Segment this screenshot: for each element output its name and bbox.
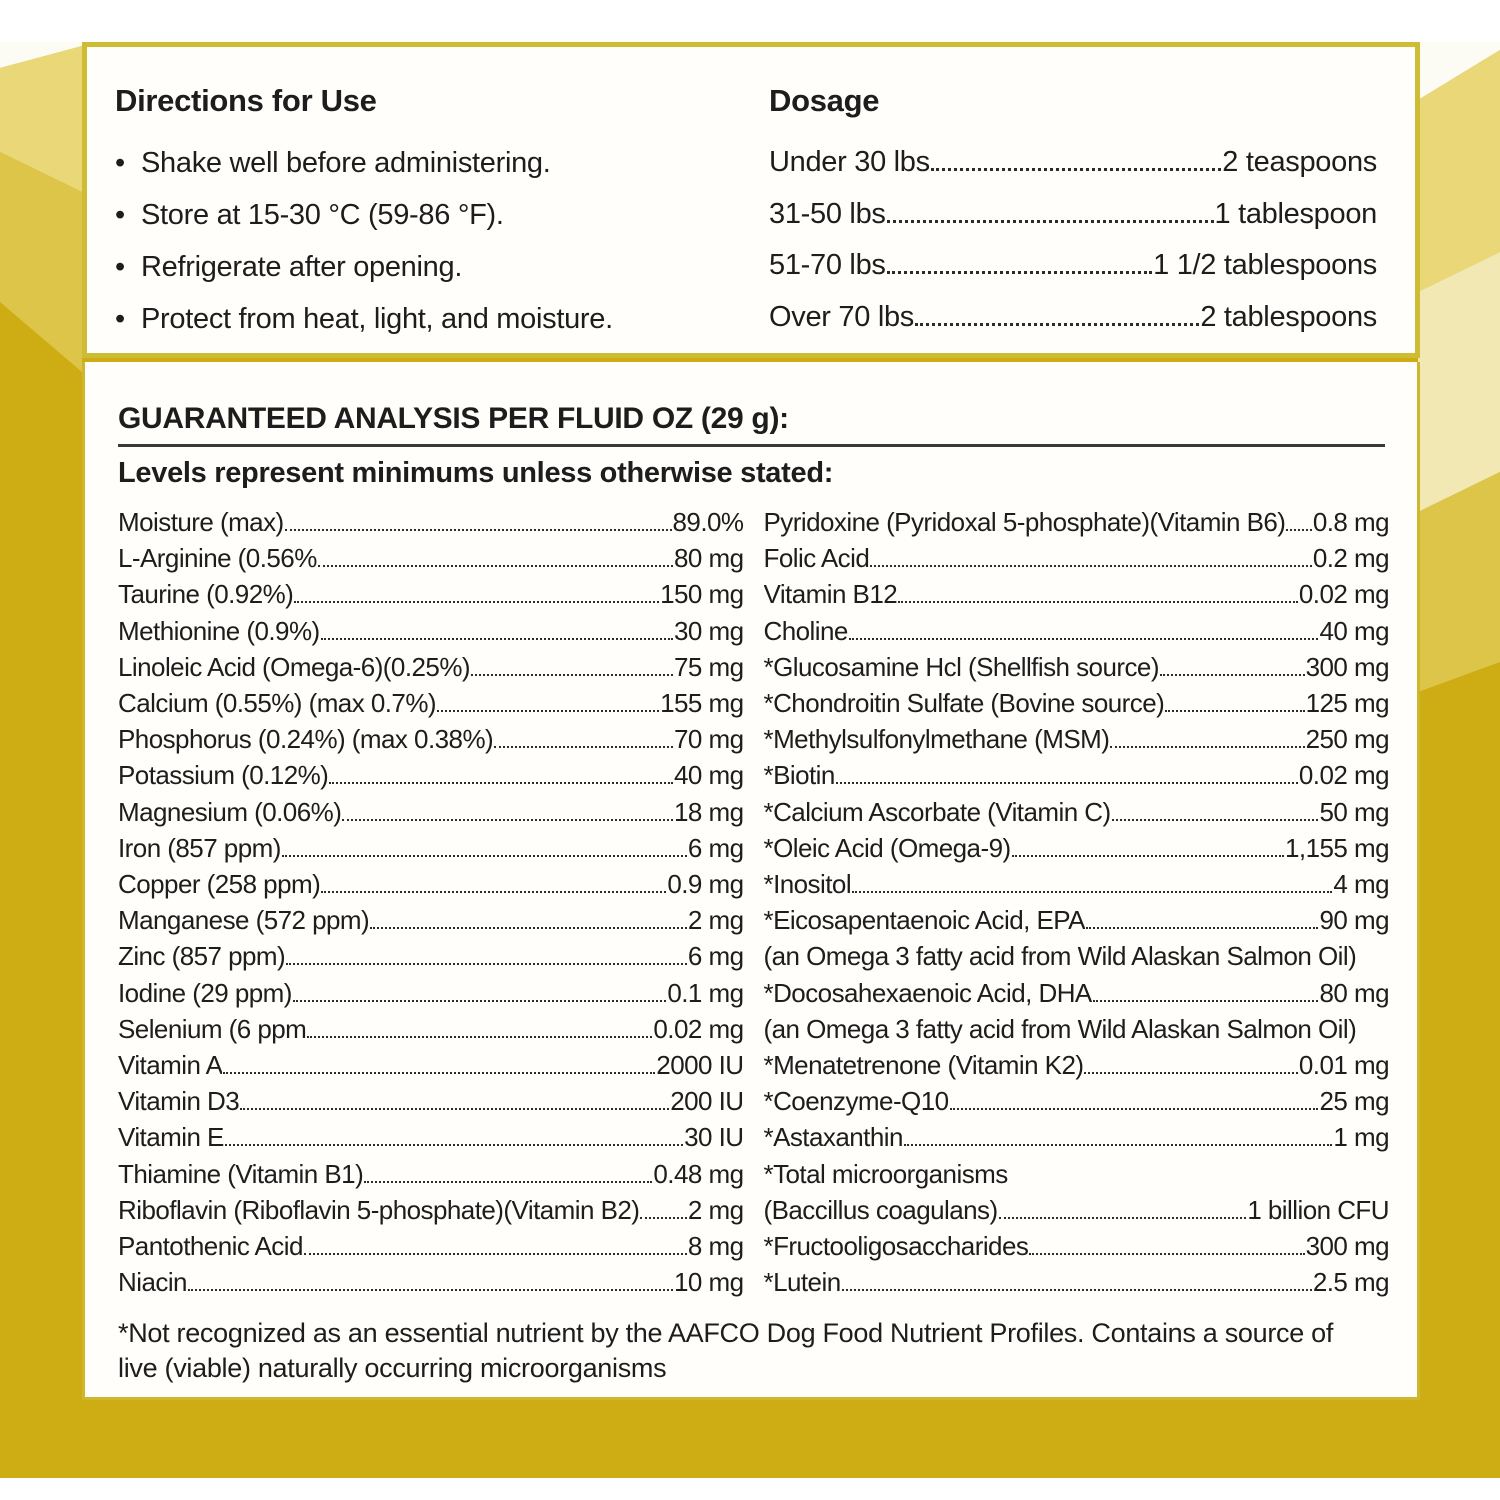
dot-leader	[304, 1253, 687, 1255]
nutrient-value: 0.8 mg	[1312, 507, 1389, 537]
dosage-weight-range: Under 30 lbs	[769, 146, 930, 178]
nutrient-name: Moisture (max)	[118, 507, 284, 537]
top-left-corner-decoration	[0, 42, 82, 682]
analysis-row	[118, 1192, 744, 1228]
nutrient-name: Pantothenic Acid	[118, 1231, 303, 1262]
nutrient-value: 0.02 mg	[1298, 579, 1389, 610]
nutrient-value: 250 mg	[1305, 724, 1389, 755]
nutrient-name: *Fructooligosaccharides	[763, 1231, 1029, 1262]
title-rule	[118, 444, 1385, 447]
analysis-row	[764, 504, 1390, 540]
dosage-list	[769, 137, 1377, 343]
dot-leader	[321, 891, 666, 893]
nutrient-value: 10 mg	[673, 1267, 744, 1298]
nutrient-name: Taurine (0.92%)	[118, 579, 294, 610]
nutrient-value: 8 mg	[687, 1231, 744, 1262]
analysis-row	[764, 1156, 1390, 1192]
dot-leader	[915, 323, 1199, 326]
nutrient-value: 30 mg	[673, 615, 744, 646]
analysis-row	[764, 1192, 1390, 1228]
dot-leader	[225, 1144, 683, 1146]
analysis-row	[764, 1264, 1390, 1300]
analysis-row	[118, 685, 744, 721]
nutrient-name: Magnesium (0.06%)	[118, 796, 342, 827]
dot-leader	[471, 674, 673, 676]
dot-leader	[887, 220, 1214, 223]
analysis-row	[118, 721, 744, 757]
dot-leader	[293, 1000, 666, 1002]
dot-leader	[999, 1217, 1247, 1219]
analysis-row	[118, 1228, 744, 1264]
analysis-right-column	[764, 504, 1390, 1300]
nutrient-name: Thiamine (Vitamin B1)	[118, 1158, 364, 1189]
dot-leader	[285, 529, 672, 531]
dot-leader	[1012, 855, 1284, 857]
nutrient-value: 6 mg	[687, 941, 744, 972]
nutrient-name: *Chondroitin Sulfate (Bovine source)	[763, 688, 1165, 719]
analysis-row	[118, 1156, 744, 1192]
dot-leader	[931, 168, 1221, 171]
dosage-weight-range: 31-50 lbs	[769, 197, 886, 230]
directions-dosage-box	[82, 42, 1420, 358]
dot-leader	[188, 1289, 673, 1291]
dosage-row	[769, 189, 1377, 241]
analysis-row	[118, 649, 744, 685]
nutrient-value: 30 IU	[684, 1122, 744, 1153]
guaranteed-analysis-inner	[85, 362, 1417, 1386]
nutrient-value: 2000 IU	[656, 1050, 744, 1081]
nutrient-value: 50 mg	[1319, 796, 1389, 827]
nutrient-name: *Lutein	[763, 1267, 841, 1298]
nutrient-value: 80 mg	[1319, 977, 1389, 1008]
analysis-title: GUARANTEED ANALYSIS PER FLUID OZ (29 g):	[118, 402, 789, 435]
analysis-row	[118, 504, 744, 540]
nutrient-value: 0.02 mg	[653, 1013, 744, 1044]
dot-leader	[329, 782, 673, 784]
nutrient-name: Pyridoxine (Pyridoxal 5-phosphate)(Vitamin B6)	[763, 507, 1286, 537]
dot-leader	[1093, 1000, 1319, 1002]
nutrient-value: 18 mg	[673, 796, 744, 827]
dosage-section	[769, 83, 1377, 343]
dosage-row	[769, 292, 1377, 344]
dot-leader	[887, 271, 1153, 274]
nutrient-name: (an Omega 3 fatty acid from Wild Alaskan Salmon Oil)	[763, 941, 1357, 972]
nutrient-value: 0.01 mg	[1298, 1050, 1389, 1081]
dot-leader	[1086, 927, 1319, 929]
directions-bullet-text: Store at 15-30 °C (59-86 °F).	[141, 199, 504, 231]
nutrient-value: 4 mg	[1333, 869, 1389, 900]
top-box-columns	[87, 47, 1415, 353]
nutrient-value: 125 mg	[1305, 688, 1389, 719]
directions-bullet	[115, 293, 715, 345]
nutrient-value: 1 billion CFU	[1247, 1194, 1389, 1225]
analysis-row	[118, 613, 744, 649]
nutrient-value: 0.02 mg	[1298, 760, 1389, 791]
dosage-row	[769, 240, 1377, 292]
dot-leader	[1029, 1253, 1304, 1255]
nutrient-name: Phosphorus (0.24%) (max 0.38%)	[118, 724, 494, 755]
nutrient-value: 300 mg	[1305, 1231, 1389, 1262]
nutrient-value: 70 mg	[673, 724, 744, 755]
nutrient-name: L-Arginine (0.56%	[118, 543, 317, 574]
nutrient-value: 300 mg	[1305, 651, 1389, 682]
nutrient-value: 1,155 mg	[1284, 832, 1389, 863]
nutrient-name: *Calcium Ascorbate (Vitamin C)	[763, 796, 1111, 827]
analysis-row	[764, 685, 1390, 721]
analysis-row	[118, 757, 744, 793]
nutrient-name: *Astaxanthin	[763, 1122, 903, 1153]
nutrient-value: 0.2 mg	[1312, 543, 1389, 574]
nutrient-value: 155 mg	[660, 688, 744, 719]
analysis-row	[764, 794, 1390, 830]
nutrient-name: Manganese (572 ppm)	[118, 905, 370, 936]
dot-leader	[1165, 710, 1304, 712]
dot-leader	[836, 782, 1298, 784]
dot-leader	[223, 1072, 655, 1074]
dot-leader	[950, 1108, 1319, 1110]
dot-leader	[286, 963, 687, 965]
analysis-row	[764, 540, 1390, 576]
dot-leader	[318, 565, 673, 567]
nutrient-value: 0.48 mg	[653, 1158, 744, 1189]
analysis-row	[118, 1083, 744, 1119]
nutrient-name: Choline	[763, 615, 848, 646]
dot-leader	[640, 1217, 687, 1219]
nutrient-name: Copper (258 ppm)	[118, 869, 321, 900]
dot-leader	[294, 601, 659, 603]
nutrient-name: *Methylsulfonylmethane (MSM)	[763, 724, 1110, 755]
nutrient-value: 150 mg	[660, 579, 744, 610]
analysis-row	[764, 1228, 1390, 1264]
dot-leader	[342, 819, 673, 821]
nutrient-name: Vitamin E	[118, 1122, 224, 1153]
dot-leader	[1110, 746, 1304, 748]
nutrient-name: Riboflavin (Riboflavin 5-phosphate)(Vitamin B2)	[118, 1194, 640, 1225]
nutrient-value: 80 mg	[673, 543, 744, 574]
analysis-row	[118, 576, 744, 612]
analysis-footnote: *Not recognized as an essential nutrient by the AAFCO Dog Food Nutrient Profiles. Contains a source of live (viable) naturally occurring microorganisms	[118, 1318, 1334, 1384]
analysis-row	[118, 1264, 744, 1300]
dot-leader	[842, 1289, 1312, 1291]
dot-leader	[437, 710, 659, 712]
dot-leader	[494, 746, 673, 748]
dot-leader	[1160, 674, 1305, 676]
dot-leader	[240, 1108, 669, 1110]
analysis-row	[764, 649, 1390, 685]
nutrient-value: 0.1 mg	[667, 977, 744, 1008]
analysis-row	[764, 1011, 1390, 1047]
dosage-title: Dosage	[769, 83, 880, 118]
analysis-row	[118, 540, 744, 576]
dot-leader	[370, 927, 687, 929]
dot-leader	[1112, 819, 1319, 821]
nutrient-name: Calcium (0.55%) (max 0.7%)	[118, 688, 437, 719]
nutrient-name: Niacin	[118, 1267, 187, 1298]
directions-bullet	[115, 137, 715, 189]
dosage-weight-range: Over 70 lbs	[769, 300, 914, 333]
directions-bullet-text: Shake well before administering.	[141, 147, 551, 179]
dosage-amount: 1 1/2 tablespoons	[1153, 249, 1377, 281]
nutrient-value: 25 mg	[1319, 1086, 1389, 1117]
dot-leader	[852, 891, 1332, 893]
nutrient-name: Vitamin B12	[763, 579, 898, 610]
dot-leader	[898, 601, 1298, 603]
nutrient-name: *Oleic Acid (Omega-9)	[763, 832, 1011, 863]
directions-list	[115, 137, 715, 345]
nutrient-name: Iodine (29 ppm)	[118, 977, 292, 1008]
nutrient-name: *Total microorganisms	[763, 1158, 1008, 1189]
dosage-weight-range: 51-70 lbs	[769, 249, 886, 281]
directions-title: Directions for Use	[115, 83, 377, 118]
analysis-columns	[118, 504, 1389, 1300]
directions-bullet	[115, 241, 715, 293]
analysis-row	[764, 902, 1390, 938]
dosage-amount: 2 tablespoons	[1200, 300, 1377, 333]
dot-leader	[282, 855, 687, 857]
analysis-row	[764, 975, 1390, 1011]
nutrient-name: Folic Acid	[763, 543, 870, 574]
nutrient-value: 40 mg	[673, 760, 744, 791]
analysis-row	[764, 866, 1390, 902]
dosage-row	[769, 137, 1377, 189]
analysis-row	[118, 938, 744, 974]
nutrient-value: 6 mg	[687, 832, 744, 863]
dot-leader	[870, 565, 1312, 567]
analysis-subtitle: Levels represent minimums unless otherwise stated:	[118, 457, 834, 489]
analysis-row	[118, 830, 744, 866]
nutrient-name: *Glucosamine Hcl (Shellfish source)	[763, 651, 1159, 682]
nutrient-value: 200 IU	[670, 1086, 744, 1117]
analysis-row	[764, 613, 1390, 649]
analysis-row	[118, 1047, 744, 1083]
analysis-row	[118, 1011, 744, 1047]
nutrient-name: *Coenzyme-Q10	[763, 1086, 949, 1117]
nutrient-name: *Eicosapentaenoic Acid, EPA	[763, 905, 1085, 936]
bullet-icon: •	[115, 199, 125, 231]
guaranteed-analysis-box	[82, 362, 1420, 1400]
analysis-row	[764, 1119, 1390, 1155]
directions-bullet	[115, 189, 715, 241]
nutrient-value: 40 mg	[1319, 615, 1389, 646]
analysis-row	[764, 576, 1390, 612]
analysis-left-column	[118, 504, 744, 1300]
dot-leader	[849, 638, 1319, 640]
analysis-row	[764, 1083, 1390, 1119]
dot-leader	[904, 1144, 1333, 1146]
nutrient-value: 2 mg	[687, 905, 744, 936]
directions-bullet-text: Protect from heat, light, and moisture.	[141, 303, 613, 335]
nutrient-name: *Docosahexaenoic Acid, DHA	[763, 977, 1092, 1008]
directions-bullet-text: Refrigerate after opening.	[141, 251, 463, 283]
dot-leader	[1286, 529, 1311, 531]
directions-section	[115, 83, 715, 345]
analysis-row	[764, 1047, 1390, 1083]
nutrient-name: Methionine (0.9%)	[118, 615, 320, 646]
nutrient-value: 75 mg	[673, 651, 744, 682]
analysis-row	[118, 1119, 744, 1155]
nutrient-value: 2 mg	[687, 1194, 744, 1225]
top-right-corner-decoration	[1418, 42, 1500, 702]
bullet-icon: •	[115, 303, 125, 335]
nutrient-name: (an Omega 3 fatty acid from Wild Alaskan Salmon Oil)	[763, 1013, 1357, 1044]
analysis-row	[764, 830, 1390, 866]
nutrient-value: 90 mg	[1319, 905, 1389, 936]
nutrient-name: Linoleic Acid (Omega-6)(0.25%)	[118, 651, 470, 682]
nutrient-name: Vitamin D3	[118, 1086, 240, 1117]
nutrient-name: *Menatetrenone (Vitamin K2)	[763, 1050, 1084, 1081]
nutrient-name: Selenium (6 ppm	[118, 1013, 307, 1044]
nutrient-name: Vitamin A	[118, 1050, 223, 1081]
analysis-row	[764, 938, 1390, 974]
bullet-icon: •	[115, 251, 125, 283]
dosage-amount: 2 teaspoons	[1222, 146, 1377, 178]
dot-leader	[1084, 1072, 1297, 1074]
nutrient-value: 2.5 mg	[1312, 1267, 1389, 1298]
nutrient-value: 89.0%	[672, 507, 744, 537]
nutrient-name: *Biotin	[763, 760, 835, 791]
dot-leader	[307, 1036, 652, 1038]
nutrient-name: Potassium (0.12%)	[118, 760, 329, 791]
dot-leader	[364, 1181, 652, 1183]
nutrient-name: Iron (857 ppm)	[118, 832, 281, 863]
nutrient-value: 0.9 mg	[667, 869, 744, 900]
nutrient-name: Zinc (857 ppm)	[118, 941, 286, 972]
analysis-row	[118, 794, 744, 830]
analysis-row	[118, 866, 744, 902]
nutrient-name: (Baccillus coagulans)	[763, 1194, 998, 1225]
dosage-amount: 1 tablespoon	[1214, 197, 1377, 230]
nutrient-value: 1 mg	[1333, 1122, 1389, 1153]
analysis-row	[118, 902, 744, 938]
analysis-row	[764, 721, 1390, 757]
analysis-row	[764, 757, 1390, 793]
analysis-row	[118, 975, 744, 1011]
nutrient-name: *Inositol	[763, 869, 852, 900]
bullet-icon: •	[115, 147, 125, 179]
dot-leader	[321, 638, 673, 640]
